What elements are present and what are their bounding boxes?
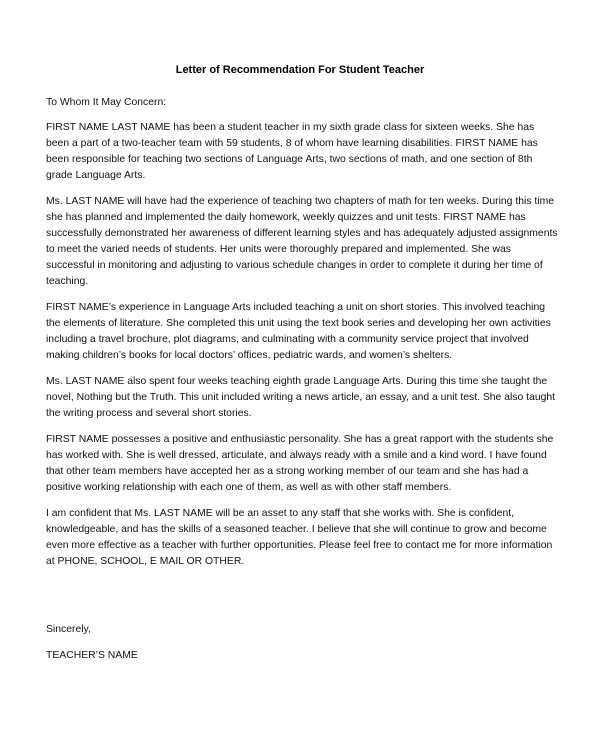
- paragraph-intro: FIRST NAME LAST NAME has been a student teacher in my sixth grade class for sixteen weeks. She has been a part of a two-teacher team with 59 students, 8 of whom have learning disabilities. FIRST NAME has been responsible for teaching two sections of Language Arts, two sections of math, and one section of 8th grade Language Arts.: [46, 122, 538, 181]
- signature-name: TEACHER’S NAME: [46, 650, 138, 661]
- letter-body: [46, 95, 560, 580]
- closing-text: Sincerely,: [46, 624, 91, 635]
- paragraph-math: Ms. LAST NAME will have had the experience of teaching two chapters of math for ten weeks. During this time she has planned and implemented the daily homework, weekly quizzes and unit tests. FIRST NAME has successfully demonstrated her awareness of different learning styles and has adequately adjusted assignments to meet the varied needs of students. Her units were thoroughly prepared and implemented. She was successful in monitoring and adjusting to various schedule changes in order to complete it during her time of teaching.: [46, 196, 558, 287]
- paragraph-eighth-grade: Ms. LAST NAME also spent four weeks teaching eighth grade Language Arts. During this time she taught the novel, Nothing but the Truth. This unit included writing a news article, an essay, and a unit test. She also taught the writing process and several short stories.: [46, 376, 556, 419]
- salutation: To Whom It May Concern:: [46, 97, 167, 108]
- paragraph-conclusion: I am confident that Ms. LAST NAME will be an asset to any staff that she works with. She is confident, knowledgeable, and has the skills of a seasoned teacher. I believe that she will continue to grow and become even more effective as a teacher with further opportunities. Please feel free to contact me for more information at PHONE, SCHOOL, E MAIL OR OTHER.: [46, 508, 553, 567]
- letter-closing: [46, 622, 346, 674]
- document-title: Letter of Recommendation For Student Teacher: [175, 64, 425, 76]
- paragraph-language-arts: FIRST NAME’s experience in Language Arts included teaching a unit on short stories. This involved teaching the elements of literature. She completed this unit using the text book series and developing her own activities including a travel brochure, plot diagrams, and culminating with a community service project that involved making children’s books for local doctors’ offices, pediatric wards, and women’s shelters.: [46, 302, 551, 361]
- paragraph-personality: FIRST NAME possesses a positive and enthusiastic personality. She has a great rapport with the students she has worked with. She is well dressed, articulate, and always ready with a smile and a kind word. I have found that other team members have accepted her as a strong working member of our team and she has had a positive working relationship with each one of them, as well as with other staff members.: [46, 434, 554, 493]
